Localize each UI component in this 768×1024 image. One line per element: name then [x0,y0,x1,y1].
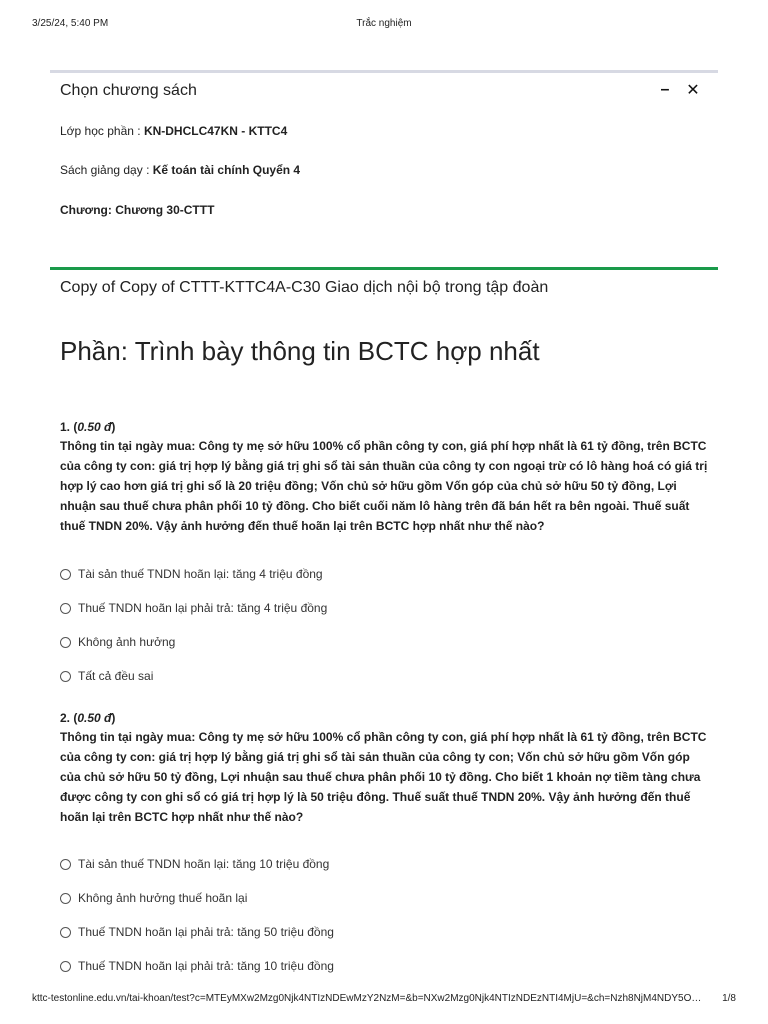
question-header: 2. (0.50 đ) [60,711,116,725]
question-points: 0.50 đ [77,420,112,434]
print-footer [0,993,768,1007]
option-label: Thuế TNDN hoãn lại phải trả: tăng 4 triệu đồng [78,601,328,615]
print-header [0,18,768,32]
question-text: Thông tin tại ngày mua: Công ty mẹ sở hữu 100% cổ phần công ty con, giá phí hợp nhất là 61 tỷ đồng, trên BCTC của công ty con: giá trị hợp lý bằng giá trị ghi sổ tài sản thuần của công ty con; Vốn chủ sở hữu gồm Vốn góp của chủ sở hữu 50 tỷ đồng, Lợi nhuận sau thuế chưa phân phối 10 tỷ đồng. Cho biết 1 khoản nợ tiềm tàng chưa được công ty con ghi sổ có giá trị hợp lý là 50 triệu đông. Thuế suất thuế TNDN 20%. Vậy ảnh hưởng đến thuế hoãn lại trên BCTC hợp nhất như thế nào? [60,730,707,824]
option-q1-a[interactable] [60,565,323,583]
part-heading: Phần: Trình bày thông tin BCTC hợp nhất [60,336,540,366]
option-q1-d[interactable] [60,667,153,685]
radio-button[interactable] [60,961,71,972]
option-label: Tài sản thuế TNDN hoãn lại: tăng 10 triệu đồng [78,857,330,871]
print-page-title: Trắc nghiệm [356,18,412,29]
chapter-value: Chương: Chương 30-CTTT [60,203,215,217]
option-q2-c[interactable] [60,923,334,941]
radio-button[interactable] [60,671,71,682]
question-text: Thông tin tại ngày mua: Công ty mẹ sở hữu 100% cổ phần công ty con, giá phí hợp nhất là 61 tỷ đồng, trên BCTC của công ty con: giá trị hợp lý bằng giá trị ghi sổ tài sản thuần của công ty con ngoại trừ có lô hàng hoá có giá trị hợp lý cao hơn giá trị ghi sổ là 20 triệu đồng; Vốn chủ sở hữu gồm Vốn góp của chủ sở hữu 50 tỷ đồng, Lợi nhuận sau thuế chưa phân phối 10 tỷ đồng. Cho biết cuối năm lô hàng trên đã bán hết ra bên ngoài. Thuế suất thuế TNDN 20%. Vậy ảnh hưởng đến thuế hoãn lại trên BCTC hợp nhất như thế nào? [60,439,708,533]
question-2 [60,711,710,827]
option-q2-d[interactable] [60,957,334,975]
question-number: 2. [60,711,71,725]
class-info [60,124,287,138]
book-info [60,163,300,177]
test-title: Copy of Copy of CTTT-KTTC4A-C30 Giao dịch nội bộ trong tập đoàn [60,279,549,296]
panel-top-border [50,70,718,73]
book-label: Sách giảng dạy : [60,163,153,177]
option-q2-a[interactable] [60,855,329,873]
radio-button[interactable] [60,859,71,870]
question-points: 0.50 đ [77,711,112,725]
option-q1-c[interactable] [60,633,175,651]
chapter-panel-header [60,80,710,104]
book-value: Kế toán tài chính Quyển 4 [152,163,301,177]
option-label: Không ảnh hưởng thuế hoãn lại [78,891,248,905]
radio-button[interactable] [60,637,71,648]
close-icon[interactable]: ✕ [686,82,700,99]
page-number: 1/8 [722,993,736,1004]
panel-controls [658,80,700,100]
print-datetime: 3/25/24, 5:40 PM [32,18,109,29]
option-label: Tài sản thuế TNDN hoãn lại: tăng 4 triệu đồng [78,567,323,581]
page-url: kttc-testonline.edu.vn/tai-khoan/test?c=MTEyMXw2Mzg0Njk4NTIzNDEwMzY2NzM=&b=NXw2Mzg0Njk4NTIzNDEzNTI4MjU=&ch=Nzh8NjM4NDY5O… [32,993,702,1004]
section-border [50,267,718,270]
question-number: 1. [60,420,71,434]
chapter-info [60,203,214,217]
option-label: Tất cả đều sai [78,669,154,683]
question-1 [60,420,710,536]
radio-button[interactable] [60,569,71,580]
class-label: Lớp học phần : [60,124,144,138]
radio-button[interactable] [60,603,71,614]
option-q2-b[interactable] [60,889,247,907]
option-q1-b[interactable] [60,599,327,617]
option-label: Thuế TNDN hoãn lại phải trả: tăng 10 triệu đồng [78,959,334,973]
minus-icon[interactable]: – [660,81,670,98]
option-label: Thuế TNDN hoãn lại phải trả: tăng 50 triệu đồng [78,925,334,939]
class-value: KN-DHCLC47KN - KTTC4 [143,124,288,138]
question-header: 1. (0.50 đ) [60,420,116,434]
option-label: Không ảnh hưởng [78,635,176,649]
radio-button[interactable] [60,893,71,904]
radio-button[interactable] [60,927,71,938]
panel-title: Chọn chương sách [60,82,197,99]
